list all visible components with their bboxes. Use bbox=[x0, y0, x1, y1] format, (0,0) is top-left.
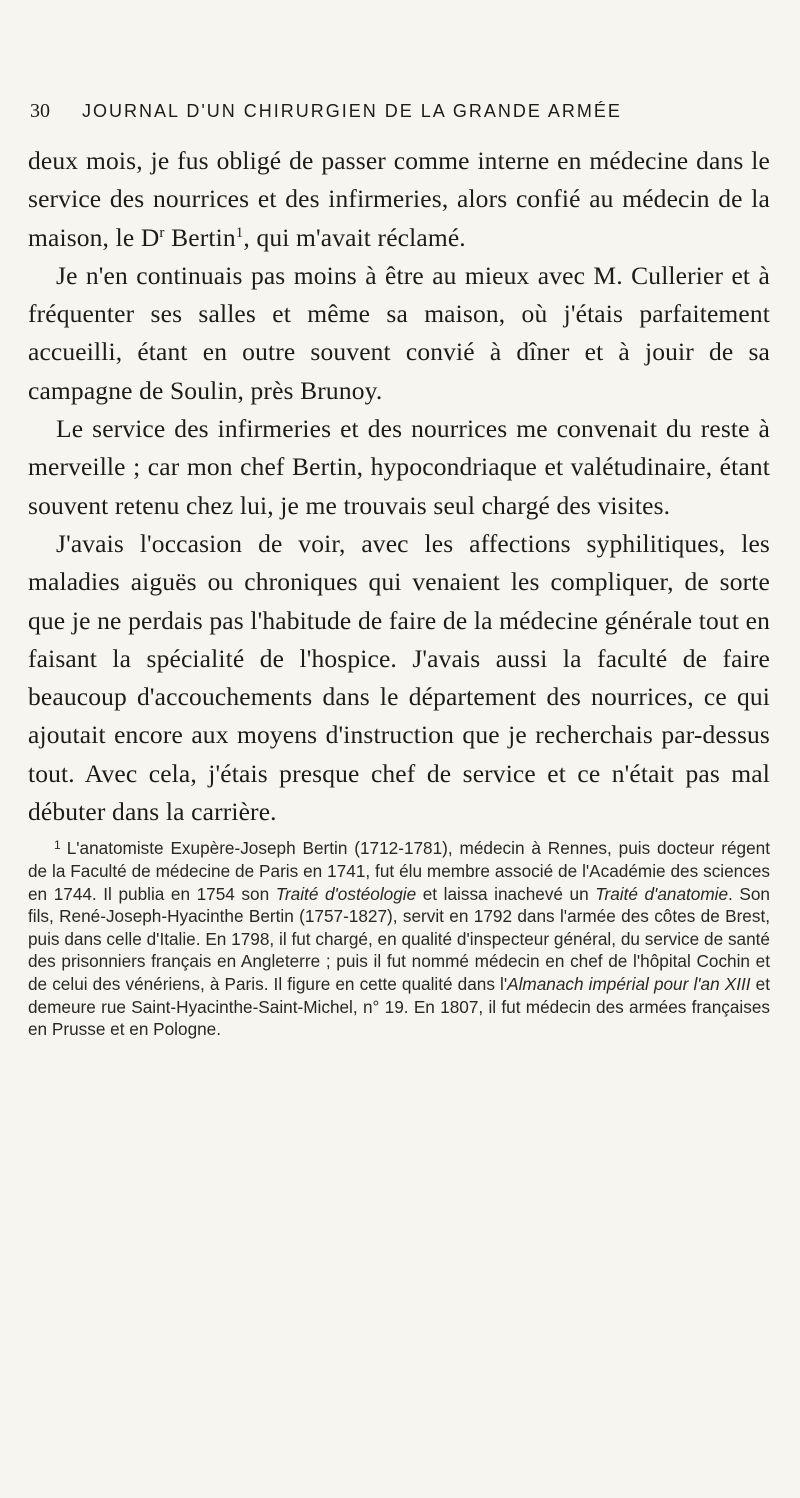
main-text bbox=[28, 142, 770, 831]
footnote-reference: 1 bbox=[235, 224, 244, 241]
paragraph-4: J'avais l'occasion de voir, avec les affections syphilitiques, les maladies aiguës ou chroniques qui venaient les compliquer, de sorte que je ne perdais pas l'habitude de faire de la médecine générale tout en faisant la spécialité de l'hospice. J'avais aussi la faculté de faire beaucoup d'accouchements dans le département des nourrices, ce qui ajoutait encore aux moyens d'instruction que je recherchais par-dessus tout. Avec cela, j'étais presque chef de service et ce n'était pas mal débuter dans la carrière. bbox=[28, 528, 770, 827]
page-number: 30 bbox=[30, 100, 50, 122]
footnote-mark: 1 bbox=[54, 838, 61, 853]
running-header bbox=[28, 100, 770, 140]
paragraph-2: Je n'en continuais pas moins à être au mieux avec M. Cullerier et à fréquenter ses salles et même sa maison, où j'étais parfaitement accueilli, étant en outre souvent convié à dîner et à jouir de sa campagne de Soulin, près Brunoy. bbox=[28, 260, 770, 405]
book-page bbox=[28, 100, 770, 1041]
paragraph-3: Le service des infirmeries et des nourrices me convenait du reste à merveille ; car mon chef Bertin, hypocondriaque et valétudinaire, étant souvent retenu chez lui, je me trouvais seul chargé des visites. bbox=[28, 414, 770, 520]
footnote: $^1$ L'anatomiste Exupère-Joseph Bertin (1712-1781), médecin à Rennes, puis docteur régent de la Faculté de médecine de Paris en 1741, fut élu membre associé de l'Académie des sciences en 1744. Il publia en 1754 son Traité d'ostéologie et laissa inachevé un Traité d'anatomie. Son fils, René-Joseph-Hyacinthe Bertin (1757-1827), servit en 1792 dans l'armée des côtes de Brest, puis dans celle d'Italie. En 1798, il fut chargé, en qualité d'inspecteur général, du service de santé des prisonniers français en Angleterre ; puis il fut nommé médecin en chef de l'hôpital Cochin et de celui des vénériens, à Paris. Il figure en cette qualité dans l'Almanach impérial pour l'an XIII et demeure rue Saint-Hyacinthe-Saint-Michel, n° 19. En 1807, il fut médecin des armées françaises en Prusse et en Pologne. bbox=[28, 838, 770, 1040]
running-title: JOURNAL D'UN CHIRURGIEN DE LA GRANDE ARMÉE bbox=[82, 101, 622, 121]
paragraph-1: deux mois, je fus obligé de passer comme interne en médecine dans le service des nourrices et des infirmeries, alors confié au médecin de la maison, le $D^r$ Bertin$^1$, qui m'avait réclamé. bbox=[28, 146, 770, 252]
